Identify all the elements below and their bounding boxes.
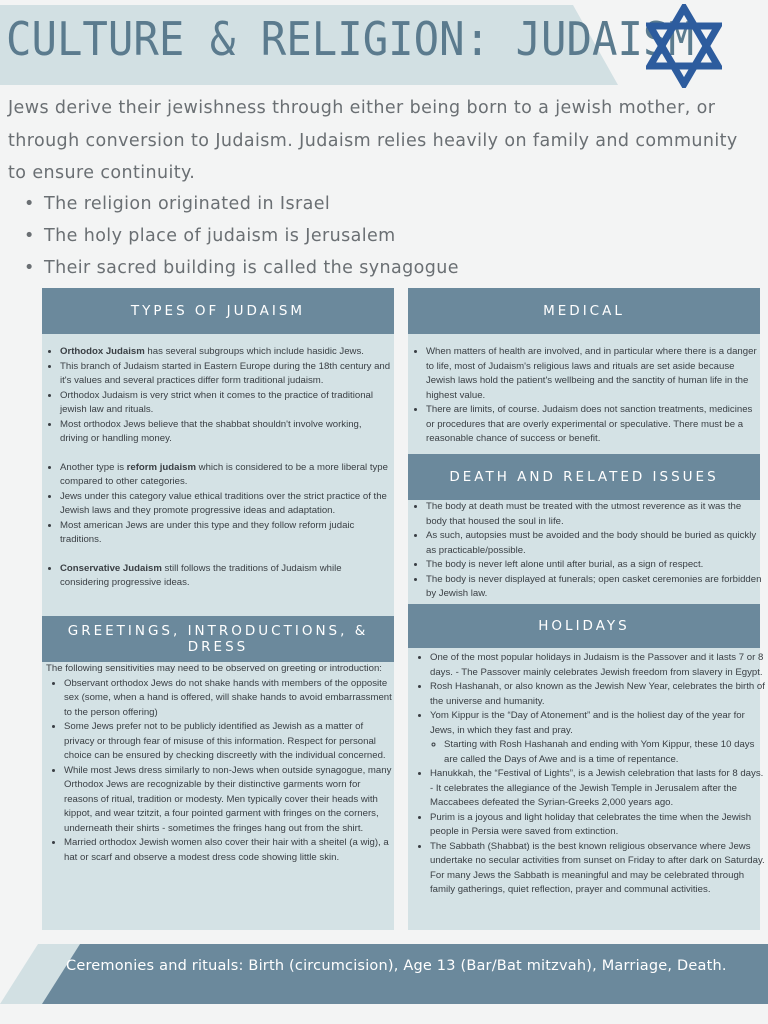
yom-kippur-text: Yom Kippur is the “Day of Atonement” and is the holiest day of the year for Jews, in which they fast and pray. — [430, 710, 745, 736]
list-item: • This branch of Judaism started in Eastern Europe during the 18th century and it's values and several practices differ form traditional judaism. — [60, 360, 392, 389]
reform-label: reform judaism — [126, 461, 196, 473]
list-item: • There are limits, of course. Judaism does not sanction treatments, medicines or procedures that are overly experimental or speculative. There must be a reasonable chance of success or benefit. — [426, 403, 758, 447]
list-item: • When matters of health are involved, and in particular where there is a danger to life, most of Judaism's religious laws and rituals are set aside because Jewish laws hold the patient's wellbeing and the sanctity of human life in the highest value. — [426, 345, 758, 403]
list-item: • Observant orthodox Jews do not shake hands with members of the opposite sex (some, when a hand is offered, will shake hands to avoid embarrassment to the person offering) — [64, 677, 394, 721]
list-item — [60, 562, 392, 591]
intro-bullet: • The religion originated in Israel — [24, 188, 459, 220]
list-item: • Rosh Hashanah, or also known as the Jewish New Year, celebrates the birth of the universe and humanity. — [430, 680, 766, 709]
list-item: • While most Jews dress similarly to non-Jews when outside synagogue, many Orthodox Jews are recognizable by their distinctive garments worn for reasons of ritual, tradition or modesty. Men typically cover their heads with kippot, and wear tzitzit, a four pointed garment with fringes on the corners, underneath their shirts - sometimes the fringes hang out from the shirt. — [64, 764, 394, 837]
list-item: • Most orthodox Jews believe that the shabbat shouldn't involve working, driving or handling money. — [60, 418, 392, 447]
list-item: • The body is never displayed at funerals; open casket ceremonies are forbidden by Jewish law. — [426, 573, 762, 602]
orthodox-text: has several subgroups which include hasidic Jews. — [144, 346, 364, 357]
list-item: • The Sabbath (Shabbat) is the best known religious observance where Jews undertake no secular activities from sunset on Friday to after dark on Saturday. For many Jews the Sabbath is meaningful and may be celebrated through family gatherings, quiet reflection, prayer and communal activities. — [430, 840, 766, 898]
list-item: • One of the most popular holidays in Judaism is the Passover and it lasts 7 or 8 days. - The Passover mainly celebrates Jewish freedom from slavery in Egypt. — [430, 651, 766, 680]
list-item: • Most american Jews are under this type and they follow reform judaic traditions. — [60, 519, 392, 548]
list-item: ◦ Starting with Rosh Hashanah and ending with Yom Kippur, these 10 days are called the Days of Awe and is a time of repentance. — [444, 738, 766, 767]
conservative-text: still follows the traditions of Judaism while considering progressive ideas. — [60, 562, 342, 588]
greetings-heading: GREETINGS, INTRODUCTIONS, & DRESS — [42, 616, 394, 662]
types-body — [46, 345, 392, 591]
list-item: • Purim is a joyous and light holiday that celebrates the time when the Jewish people in Persia were saved from extinction. — [430, 811, 766, 840]
list-item — [430, 709, 766, 767]
list-item — [60, 345, 392, 360]
holidays-body — [416, 651, 766, 898]
list-item: • The body at death must be treated with the utmost reverence as it was the body that housed the soul in life. — [426, 500, 762, 529]
holidays-heading: HOLIDAYS — [408, 604, 760, 648]
reform-text: which is considered to be a more liberal type compared to other categories. — [60, 461, 388, 487]
list-item: • Hanukkah, the “Festival of Lights”, is a Jewish celebration that lasts for 8 days. - It celebrates the allegiance of the Jewish Temple in Jerusalem after the Maccabees defeated the Syrian-Greeks 2,000 years ago. — [430, 767, 766, 811]
list-item — [60, 461, 392, 490]
medical-heading: MEDICAL — [408, 288, 760, 334]
intro-bullets — [24, 188, 459, 284]
death-body — [412, 500, 762, 602]
death-heading: DEATH AND RELATED ISSUES — [408, 454, 760, 500]
list-item: • As such, autopsies must be avoided and the body should be buried as quickly as practicable/possible. — [426, 529, 762, 558]
list-item: • Some Jews prefer not to be publicly identified as Jewish as a matter of privacy or through fear of misuse of this information. Respect for personal choice can be ensured by checking discreetly with the individual concerned. — [64, 720, 394, 764]
greetings-intro: The following sensitivities may need to be observed on greeting or introduction: — [46, 663, 382, 674]
footer-text: Ceremonies and rituals: Birth (circumcision), Age 13 (Bar/Bat mitzvah), Marriage, Death. — [66, 958, 727, 974]
page-title: CULTURE & RELIGION: JUDAISM — [6, 12, 694, 66]
reform-pre: Another type is — [60, 461, 127, 473]
medical-body — [412, 345, 758, 447]
list-item: • Orthodox Judaism is very strict when it comes to the practice of traditional jewish law and rituals. — [60, 389, 392, 418]
star-of-david-icon — [646, 4, 722, 88]
orthodox-label: Orthodox Judaism — [60, 346, 145, 357]
list-item: • The body is never left alone until after burial, as a sign of respect. — [426, 558, 762, 573]
list-item: • Jews under this category value ethical traditions over the strict practice of the Jewish laws and they promote progressive ideas and adaptation. — [60, 490, 392, 519]
intro-bullet: • Their sacred building is called the synagogue — [24, 252, 459, 284]
list-item: • Married orthodox Jewish women also cover their hair with a sheitel (a wig), a hat or scarf and observe a modest dress code showing little skin. — [64, 836, 394, 865]
greetings-body — [46, 662, 394, 865]
intro-bullet: • The holy place of judaism is Jerusalem — [24, 220, 459, 252]
conservative-label: Conservative Judaism — [60, 562, 162, 574]
intro-text: Jews derive their jewishness through either being born to a jewish mother, or through conversion to Judaism. Judaism relies heavily on family and community to ensure continuity. — [8, 98, 738, 183]
types-heading: TYPES OF JUDAISM — [42, 288, 394, 334]
footer-band — [38, 944, 768, 1004]
